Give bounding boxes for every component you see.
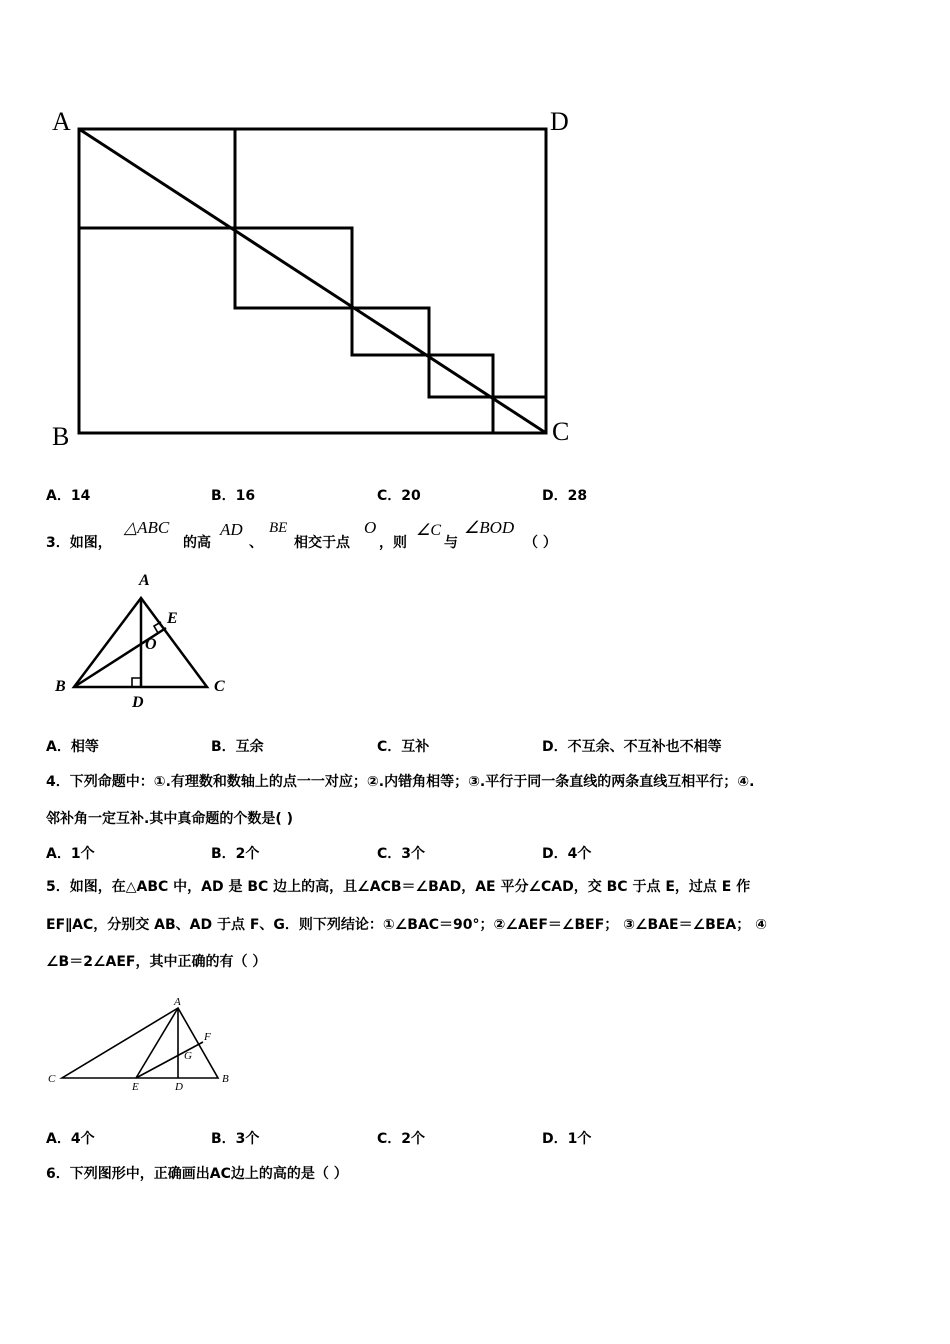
q3-option-d[interactable]: D．不互余、不互补也不相等 [542, 739, 722, 755]
q6-line-1: 6．下列图形中，正确画出AC边上的高的是（ ） [46, 1166, 348, 1182]
q3-triangle-figure [50, 570, 240, 710]
q4-option-d[interactable]: D．4个 [542, 846, 592, 862]
q3-text-3: ，则 [379, 535, 407, 551]
q3-option-a[interactable]: A．相等 [46, 739, 99, 755]
q3-triangle: △ABC [124, 518, 170, 537]
q5-line-1: 5．如图，在△ABC 中，AD 是 BC 边上的高，且∠ACB＝∠BAD，AE 平分∠CAD，交 BC 于点 E，过点 E 作 [46, 879, 751, 895]
q3-fig-label-e: E [167, 610, 178, 627]
q3-text-2: 相交于点 [294, 535, 350, 551]
q3-fig-label-a: A [139, 572, 150, 589]
q5-line-2: EF∥AC，分别交 AB、AD 于点 F、G．则下列结论：①∠BAC＝90°；②∠AEF＝∠BEF； ③∠BAE＝∠BEA； ④ [46, 917, 767, 933]
q5-option-d[interactable]: D．1个 [542, 1131, 592, 1147]
q5-fig-label-b: B [222, 1073, 229, 1085]
q4-option-a[interactable]: A．1个 [46, 846, 95, 862]
vertex-label-b: B [52, 422, 70, 451]
q3-paren: （ ） [524, 535, 557, 551]
q4-line-2: 邻补角一定互补.其中真命题的个数是( ) [46, 811, 293, 827]
q5-option-b[interactable]: B．3个 [211, 1131, 260, 1147]
vertex-label-c: C [552, 417, 570, 446]
q3-fig-label-d: D [132, 694, 144, 710]
q3-text-1: 的高 [183, 535, 211, 551]
q3-option-c[interactable]: C．互补 [377, 739, 430, 755]
q3-sep: 、 [249, 535, 263, 551]
q3-option-b[interactable]: B．互余 [211, 739, 264, 755]
q5-option-c[interactable]: C．2个 [377, 1131, 426, 1147]
q3-angle-bod: ∠BOD [464, 518, 515, 537]
q2-option-b[interactable]: B．16 [211, 488, 256, 504]
q3-be: BE [269, 520, 288, 536]
q5-fig-label-d: D [175, 1081, 183, 1093]
q5-fig-label-a: A [174, 996, 181, 1008]
q5-triangle-figure [40, 992, 250, 1096]
q3-angle-c: ∠C [416, 522, 442, 539]
q3-fig-label-o: O [145, 636, 157, 653]
q3-number: 3．如图， [46, 535, 112, 551]
vertex-label-a: A [52, 107, 71, 136]
q5-fig-label-g: G [184, 1050, 192, 1062]
q5-fig-label-e: E [132, 1081, 139, 1093]
q5-fig-label-f: F [204, 1031, 211, 1043]
q3-o: O [364, 518, 377, 537]
q5-fig-label-c: C [48, 1073, 56, 1085]
q2-option-d[interactable]: D．28 [542, 488, 588, 504]
q4-line-1: 4．下列命题中：①.有理数和数轴上的点一一对应；②.内错角相等；③.平行于同一条直线的两条直线互相平行；④. [46, 774, 755, 790]
rectangle-staircase-figure [40, 100, 600, 460]
q3-fig-label-b: B [55, 678, 66, 695]
q3-text-4: 与 [444, 535, 458, 551]
q5-option-a[interactable]: A．4个 [46, 1131, 95, 1147]
q2-option-a[interactable]: A．14 [46, 488, 91, 504]
q5-line-3: ∠B＝2∠AEF，其中正确的有（ ） [46, 954, 267, 970]
q3-ad: AD [220, 520, 243, 539]
q3-fig-label-c: C [214, 678, 225, 695]
vertex-label-d: D [550, 107, 569, 136]
q2-option-c[interactable]: C．20 [377, 488, 421, 504]
q4-option-b[interactable]: B．2个 [211, 846, 260, 862]
q4-option-c[interactable]: C．3个 [377, 846, 426, 862]
